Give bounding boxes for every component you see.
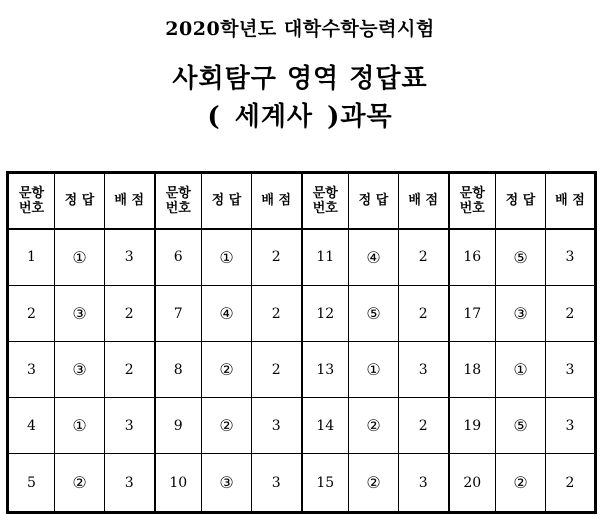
question-number: 9 <box>155 398 202 454</box>
col-header-number: 문항 번호 <box>155 173 202 229</box>
points-cell: 3 <box>105 398 155 454</box>
points-cell: 2 <box>546 286 596 342</box>
question-number: 10 <box>155 454 202 513</box>
question-number: 18 <box>449 342 496 398</box>
points-cell: 2 <box>252 229 302 286</box>
points-cell: 3 <box>252 398 302 454</box>
section-title: 사회탐구 영역 정답표 <box>172 64 428 94</box>
question-number: 6 <box>155 229 202 286</box>
points-cell: 3 <box>252 454 302 513</box>
header-row <box>8 173 596 229</box>
table-row <box>8 398 596 454</box>
points-cell: 2 <box>252 342 302 398</box>
question-number: 16 <box>449 229 496 286</box>
points-cell: 3 <box>399 342 449 398</box>
answer-cell: ① <box>496 342 546 398</box>
question-number: 7 <box>155 286 202 342</box>
points-cell: 2 <box>399 229 449 286</box>
points-cell: 3 <box>546 398 596 454</box>
answer-cell: ③ <box>496 286 546 342</box>
col-header-points: 배 점 <box>252 173 302 229</box>
question-number: 4 <box>8 398 55 454</box>
answer-cell: ⑤ <box>349 286 399 342</box>
table-row <box>8 286 596 342</box>
exam-title: 2020학년도 대학수학능력시험 <box>165 18 435 40</box>
points-cell: 3 <box>105 229 155 286</box>
question-number: 8 <box>155 342 202 398</box>
col-header-number: 문항 번호 <box>302 173 349 229</box>
col-header-answer: 정 답 <box>496 173 546 229</box>
question-number: 2 <box>8 286 55 342</box>
col-header-number: 문항 번호 <box>8 173 55 229</box>
question-number: 20 <box>449 454 496 513</box>
answer-cell: ② <box>55 454 105 513</box>
col-header-number: 문항 번호 <box>449 173 496 229</box>
answer-cell: ③ <box>55 342 105 398</box>
col-header-answer: 정 답 <box>349 173 399 229</box>
col-header-points: 배 점 <box>399 173 449 229</box>
answer-cell: ① <box>202 229 252 286</box>
points-cell: 2 <box>399 398 449 454</box>
answer-cell: ④ <box>349 229 399 286</box>
answer-cell: ② <box>202 398 252 454</box>
points-cell: 3 <box>546 229 596 286</box>
answer-cell: ② <box>349 454 399 513</box>
col-header-answer: 정 답 <box>202 173 252 229</box>
answer-cell: ③ <box>55 286 105 342</box>
table-row <box>8 342 596 398</box>
answer-cell: ① <box>55 229 105 286</box>
col-header-points: 배 점 <box>105 173 155 229</box>
question-number: 3 <box>8 342 55 398</box>
answer-cell: ② <box>496 454 546 513</box>
subject-open-paren: ( <box>207 102 221 132</box>
points-cell: 2 <box>399 286 449 342</box>
points-cell: 3 <box>399 454 449 513</box>
points-cell: 2 <box>105 342 155 398</box>
question-number: 14 <box>302 398 349 454</box>
answer-cell: ② <box>202 342 252 398</box>
answer-cell: ① <box>55 398 105 454</box>
answer-cell: ② <box>349 398 399 454</box>
col-header-answer: 정 답 <box>55 173 105 229</box>
question-number: 13 <box>302 342 349 398</box>
answer-cell: ④ <box>202 286 252 342</box>
question-number: 19 <box>449 398 496 454</box>
question-number: 5 <box>8 454 55 513</box>
points-cell: 2 <box>105 286 155 342</box>
subject-suffix: )과목 <box>327 102 393 132</box>
points-cell: 3 <box>105 454 155 513</box>
question-number: 11 <box>302 229 349 286</box>
points-cell: 2 <box>252 286 302 342</box>
question-number: 15 <box>302 454 349 513</box>
answer-cell: ① <box>349 342 399 398</box>
answer-cell: ③ <box>202 454 252 513</box>
points-cell: 2 <box>546 454 596 513</box>
table-row <box>8 454 596 513</box>
table-row <box>8 229 596 286</box>
answer-cell: ⑤ <box>496 229 546 286</box>
question-number: 12 <box>302 286 349 342</box>
question-number: 1 <box>8 229 55 286</box>
subject-name: 세계사 <box>234 102 314 132</box>
answer-table <box>6 171 597 514</box>
col-header-points: 배 점 <box>546 173 596 229</box>
question-number: 17 <box>449 286 496 342</box>
answer-cell: ⑤ <box>496 398 546 454</box>
points-cell: 3 <box>546 342 596 398</box>
subject-title <box>0 96 600 133</box>
